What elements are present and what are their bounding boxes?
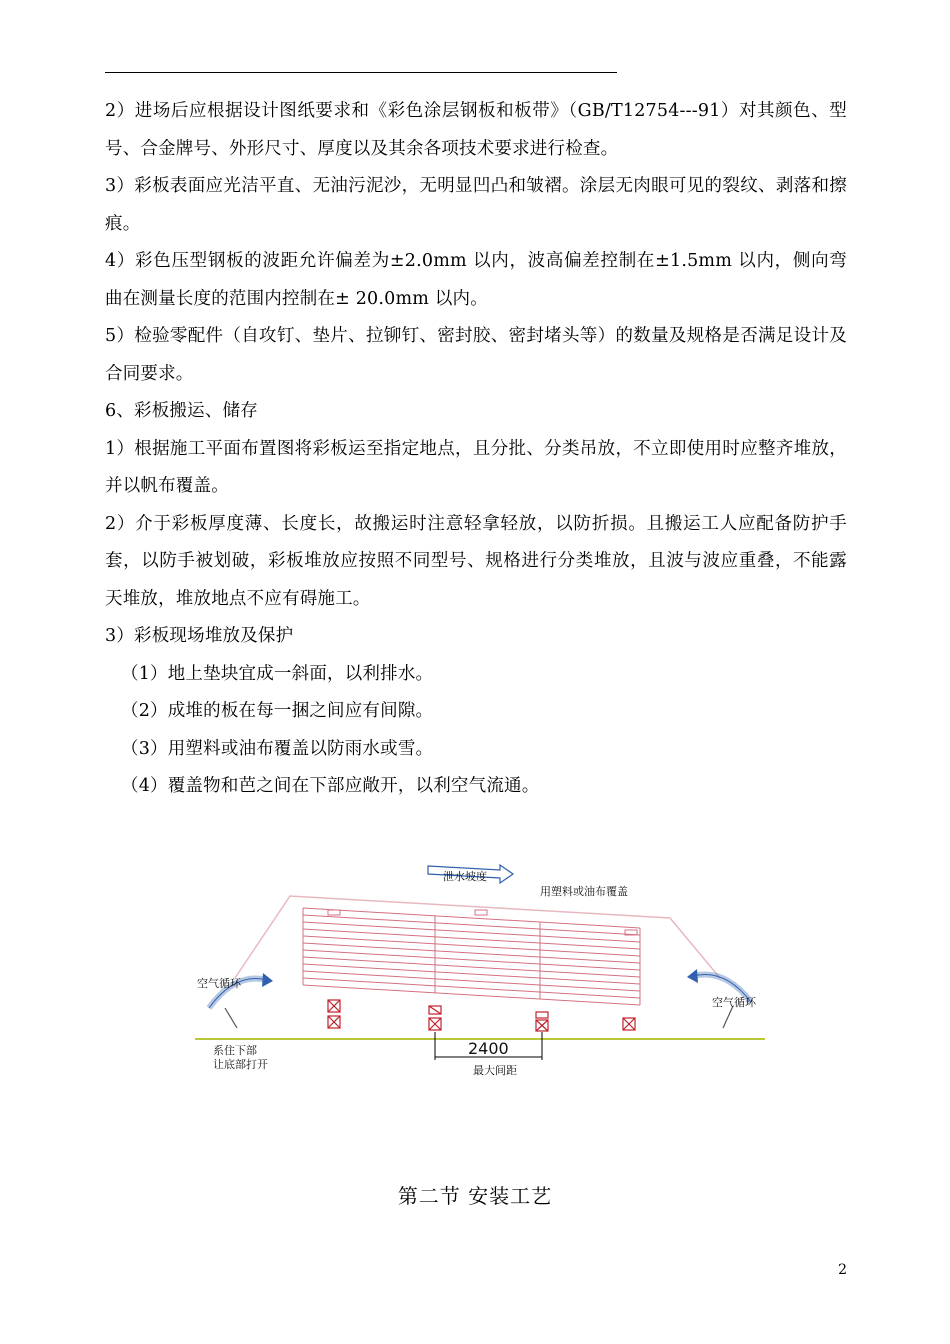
list-item: （4）覆盖物和芭之间在下部应敞开，以利空气流通。 — [121, 776, 540, 796]
paragraph: 2）介于彩板厚度薄、长度长，故搬运时注意轻拿轻放，以防折损。且搬运工人应配备防护手套，以防手被划破，彩板堆放应按照不同型号、规格进行分类堆放，且波与波应重叠，不能露天堆放，堆放地点不应有碍施工。 — [105, 513, 847, 609]
section-title: 第二节 安装工艺 — [397, 1184, 553, 1208]
svg-text:泄水坡度: 泄水坡度 — [443, 870, 487, 883]
header-rule — [105, 72, 617, 73]
page-number: 2 — [838, 1262, 847, 1278]
section-heading-storage: 6、彩板搬运、储存 — [105, 401, 258, 421]
paragraph: 2）进场后应根据设计图纸要求和《彩色涂层钢板和板带》（GB/T12754---91）对其颜色、型号、合金牌号、外形尺寸、厚度以及其余各项技术要求进行检查。 — [105, 101, 847, 159]
paragraph: 3）彩板表面应光洁平直、无油污泥沙，无明显凹凸和皱褶。涂层无肉眼可见的裂纹、剥落和擦痕。 — [105, 176, 847, 234]
storage-diagram — [195, 860, 770, 1092]
list-item: （3）用塑料或油布覆盖以防雨水或雪。 — [121, 738, 434, 759]
dimension-value: 2400 — [468, 1039, 509, 1058]
runoff-arrow — [428, 865, 513, 883]
paragraph: 3）彩板现场堆放及保护 — [105, 626, 294, 646]
cover-label: 用塑料或油布覆盖 — [540, 885, 628, 898]
list-item: （1）地上垫块宜成一斜面，以利排水。 — [121, 663, 434, 684]
svg-text:空气循环: 空气循环 — [197, 977, 241, 990]
list-item: （2）成堆的板在每一捆之间应有间隙。 — [121, 701, 434, 721]
dimension-label: 最大间距 — [473, 1064, 517, 1077]
paragraph: 5）检验零配件（自攻钉、垫片、拉铆钉、密封胶、密封堵头等）的数量及规格是否满足设计及合同要求。 — [105, 326, 847, 384]
svg-text:空气循环: 空气循环 — [712, 996, 756, 1009]
body-text — [105, 93, 847, 806]
panel-stack — [303, 908, 640, 1005]
tie-label: 系住下部 — [213, 1044, 257, 1057]
paragraph: 4）彩色压型钢板的波距允许偏差为±2.0mm 以内，波高偏差控制在±1.5mm 以内，侧向弯曲在测量长度的范围内控制在± 20.0mm 以内。 — [105, 251, 847, 309]
paragraph: 1）根据施工平面布置图将彩板运至指定地点，且分批、分类吊放，不立即使用时应整齐堆放，并以帆布覆盖。 — [105, 438, 847, 496]
open-label: 让底部打开 — [213, 1058, 268, 1071]
air-arrow-right — [687, 969, 757, 1028]
support-blocks — [328, 1000, 635, 1031]
air-arrow-left — [197, 973, 273, 1028]
